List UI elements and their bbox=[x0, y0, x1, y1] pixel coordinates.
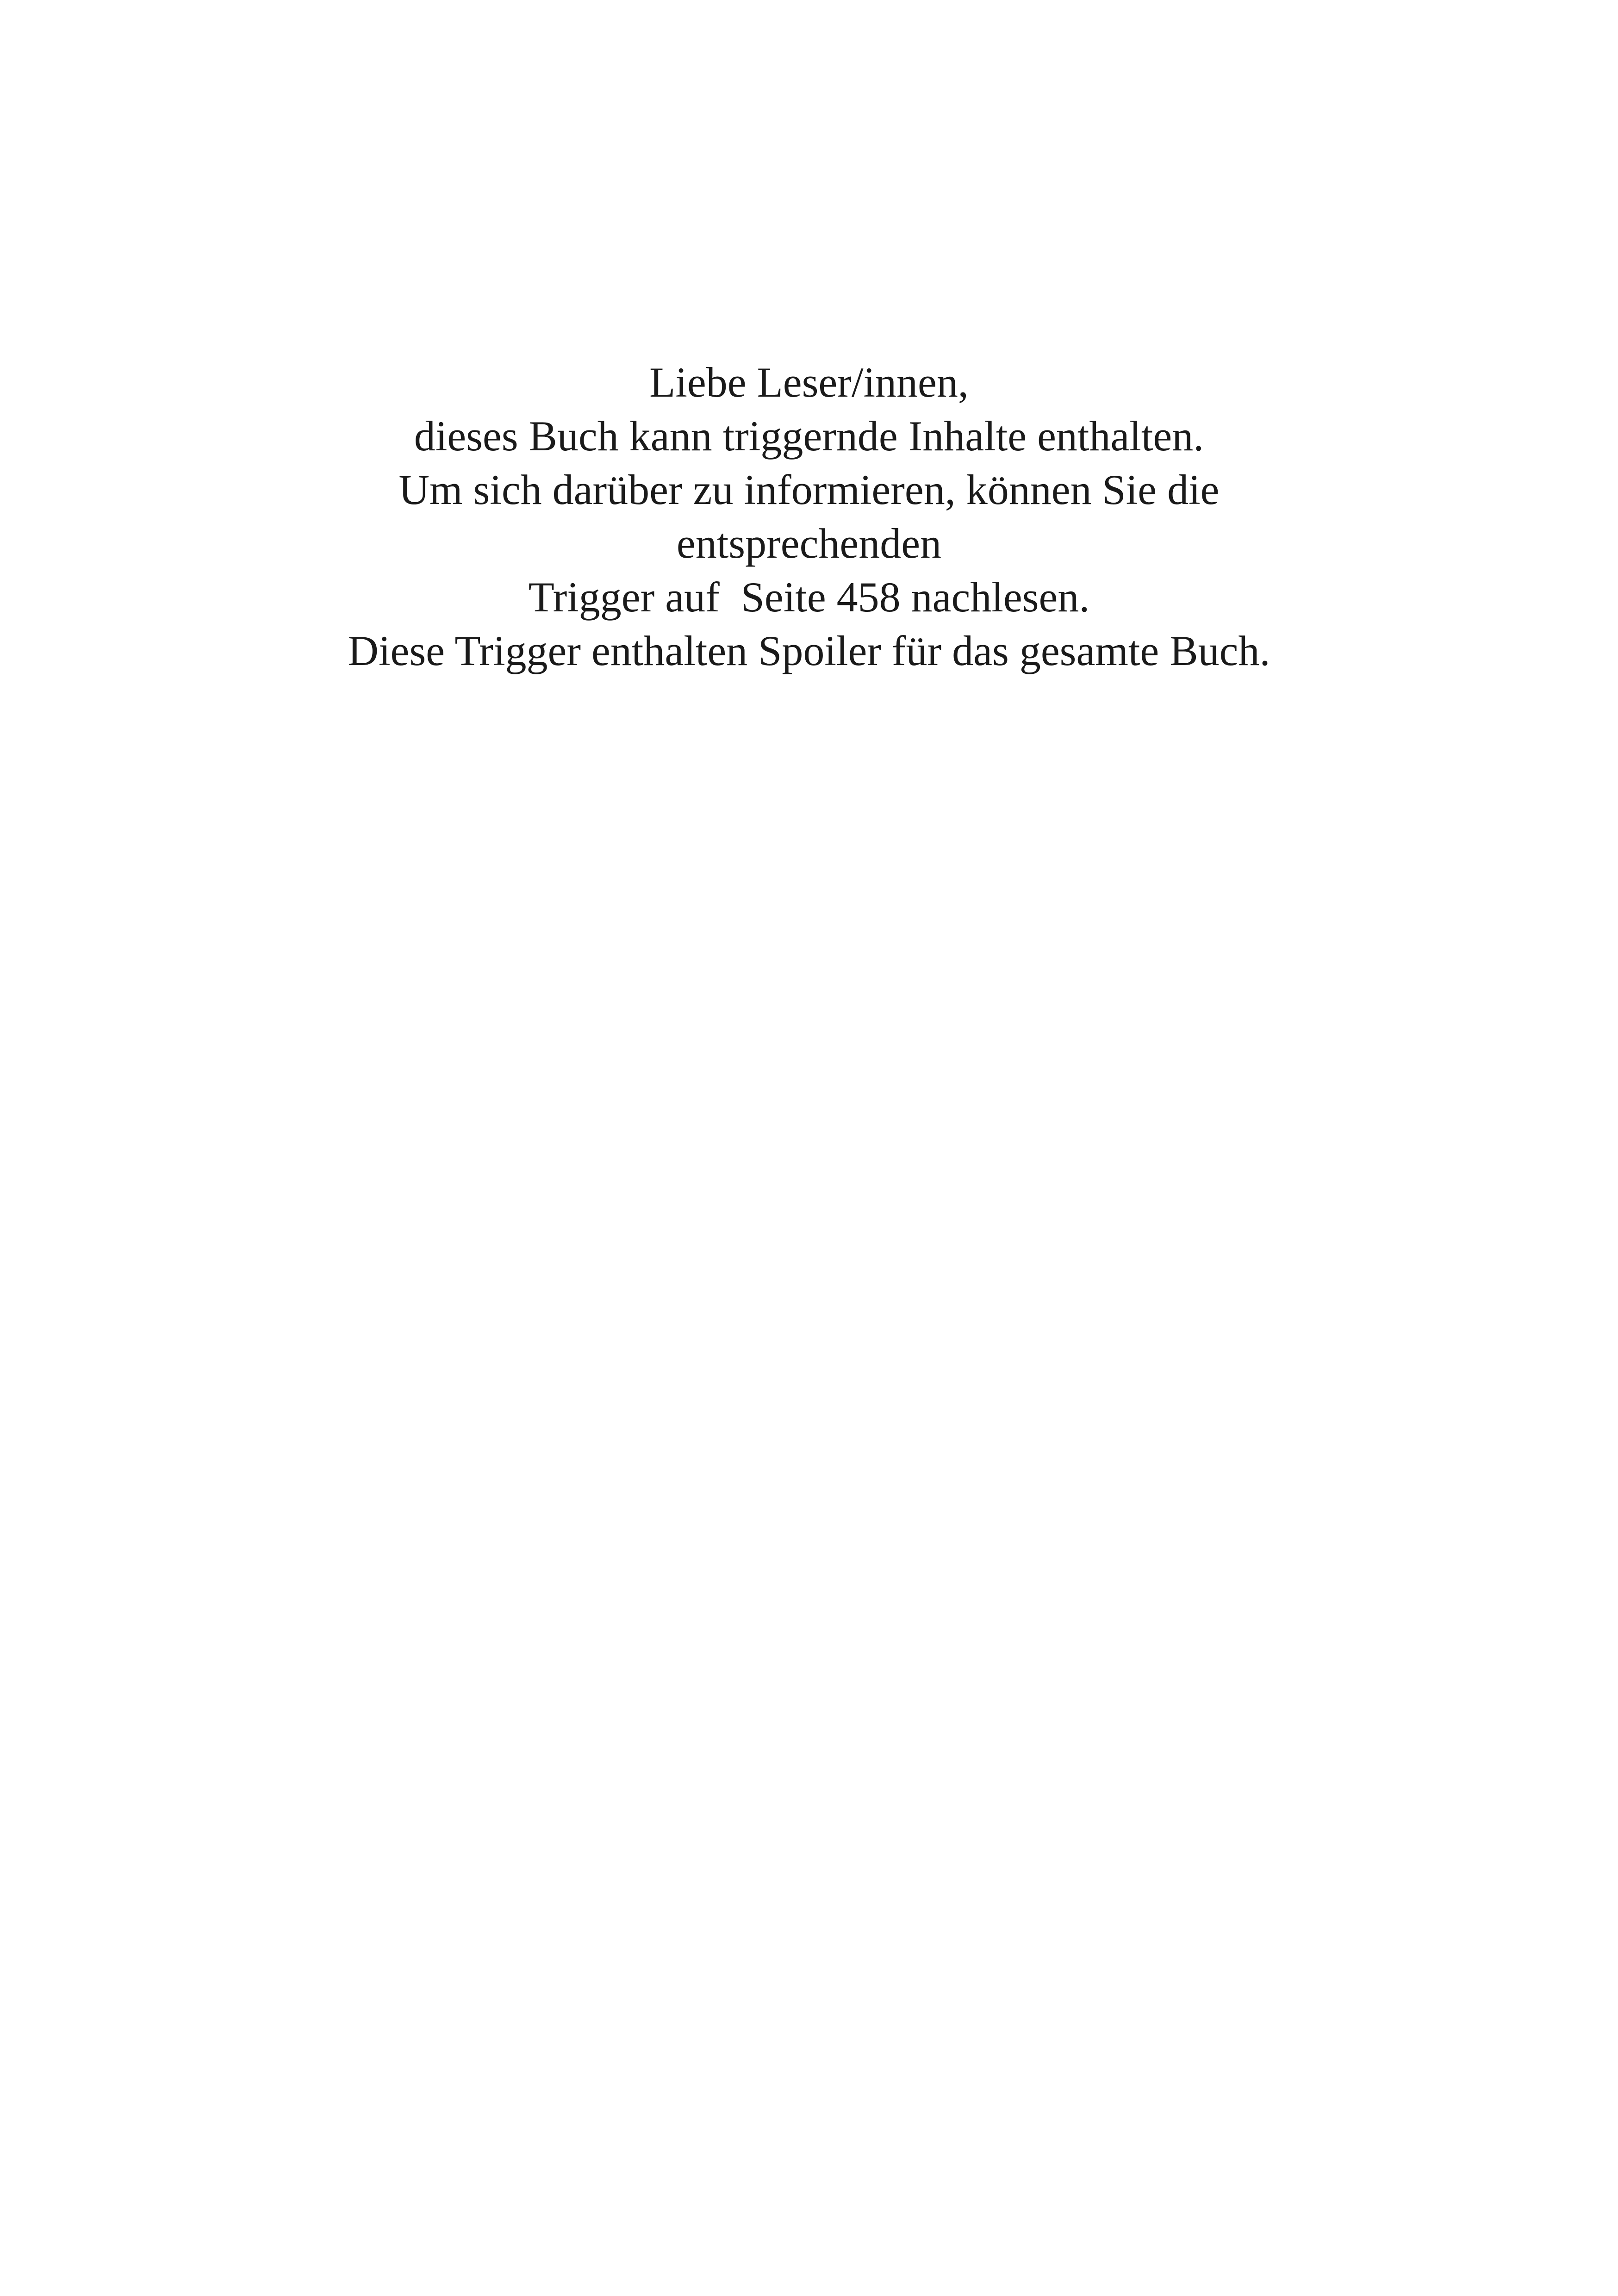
notice-line-spoiler-warning: Diese Trigger enthalten Spoiler für das gesamte Buch. bbox=[348, 627, 1270, 674]
notice-line-inform: Um sich darüber zu informieren, können Sie die bbox=[398, 466, 1220, 513]
notice-line-content-warning: dieses Buch kann triggernde Inhalte enthalten. bbox=[414, 412, 1204, 460]
trigger-warning-notice bbox=[0, 355, 1618, 678]
notice-line-page-reference: Trigger auf Seite 458 nachlesen. bbox=[528, 573, 1090, 621]
notice-greeting: Liebe Leser/innen, bbox=[649, 359, 969, 406]
notice-line-corresponding: entsprechenden bbox=[676, 520, 942, 567]
